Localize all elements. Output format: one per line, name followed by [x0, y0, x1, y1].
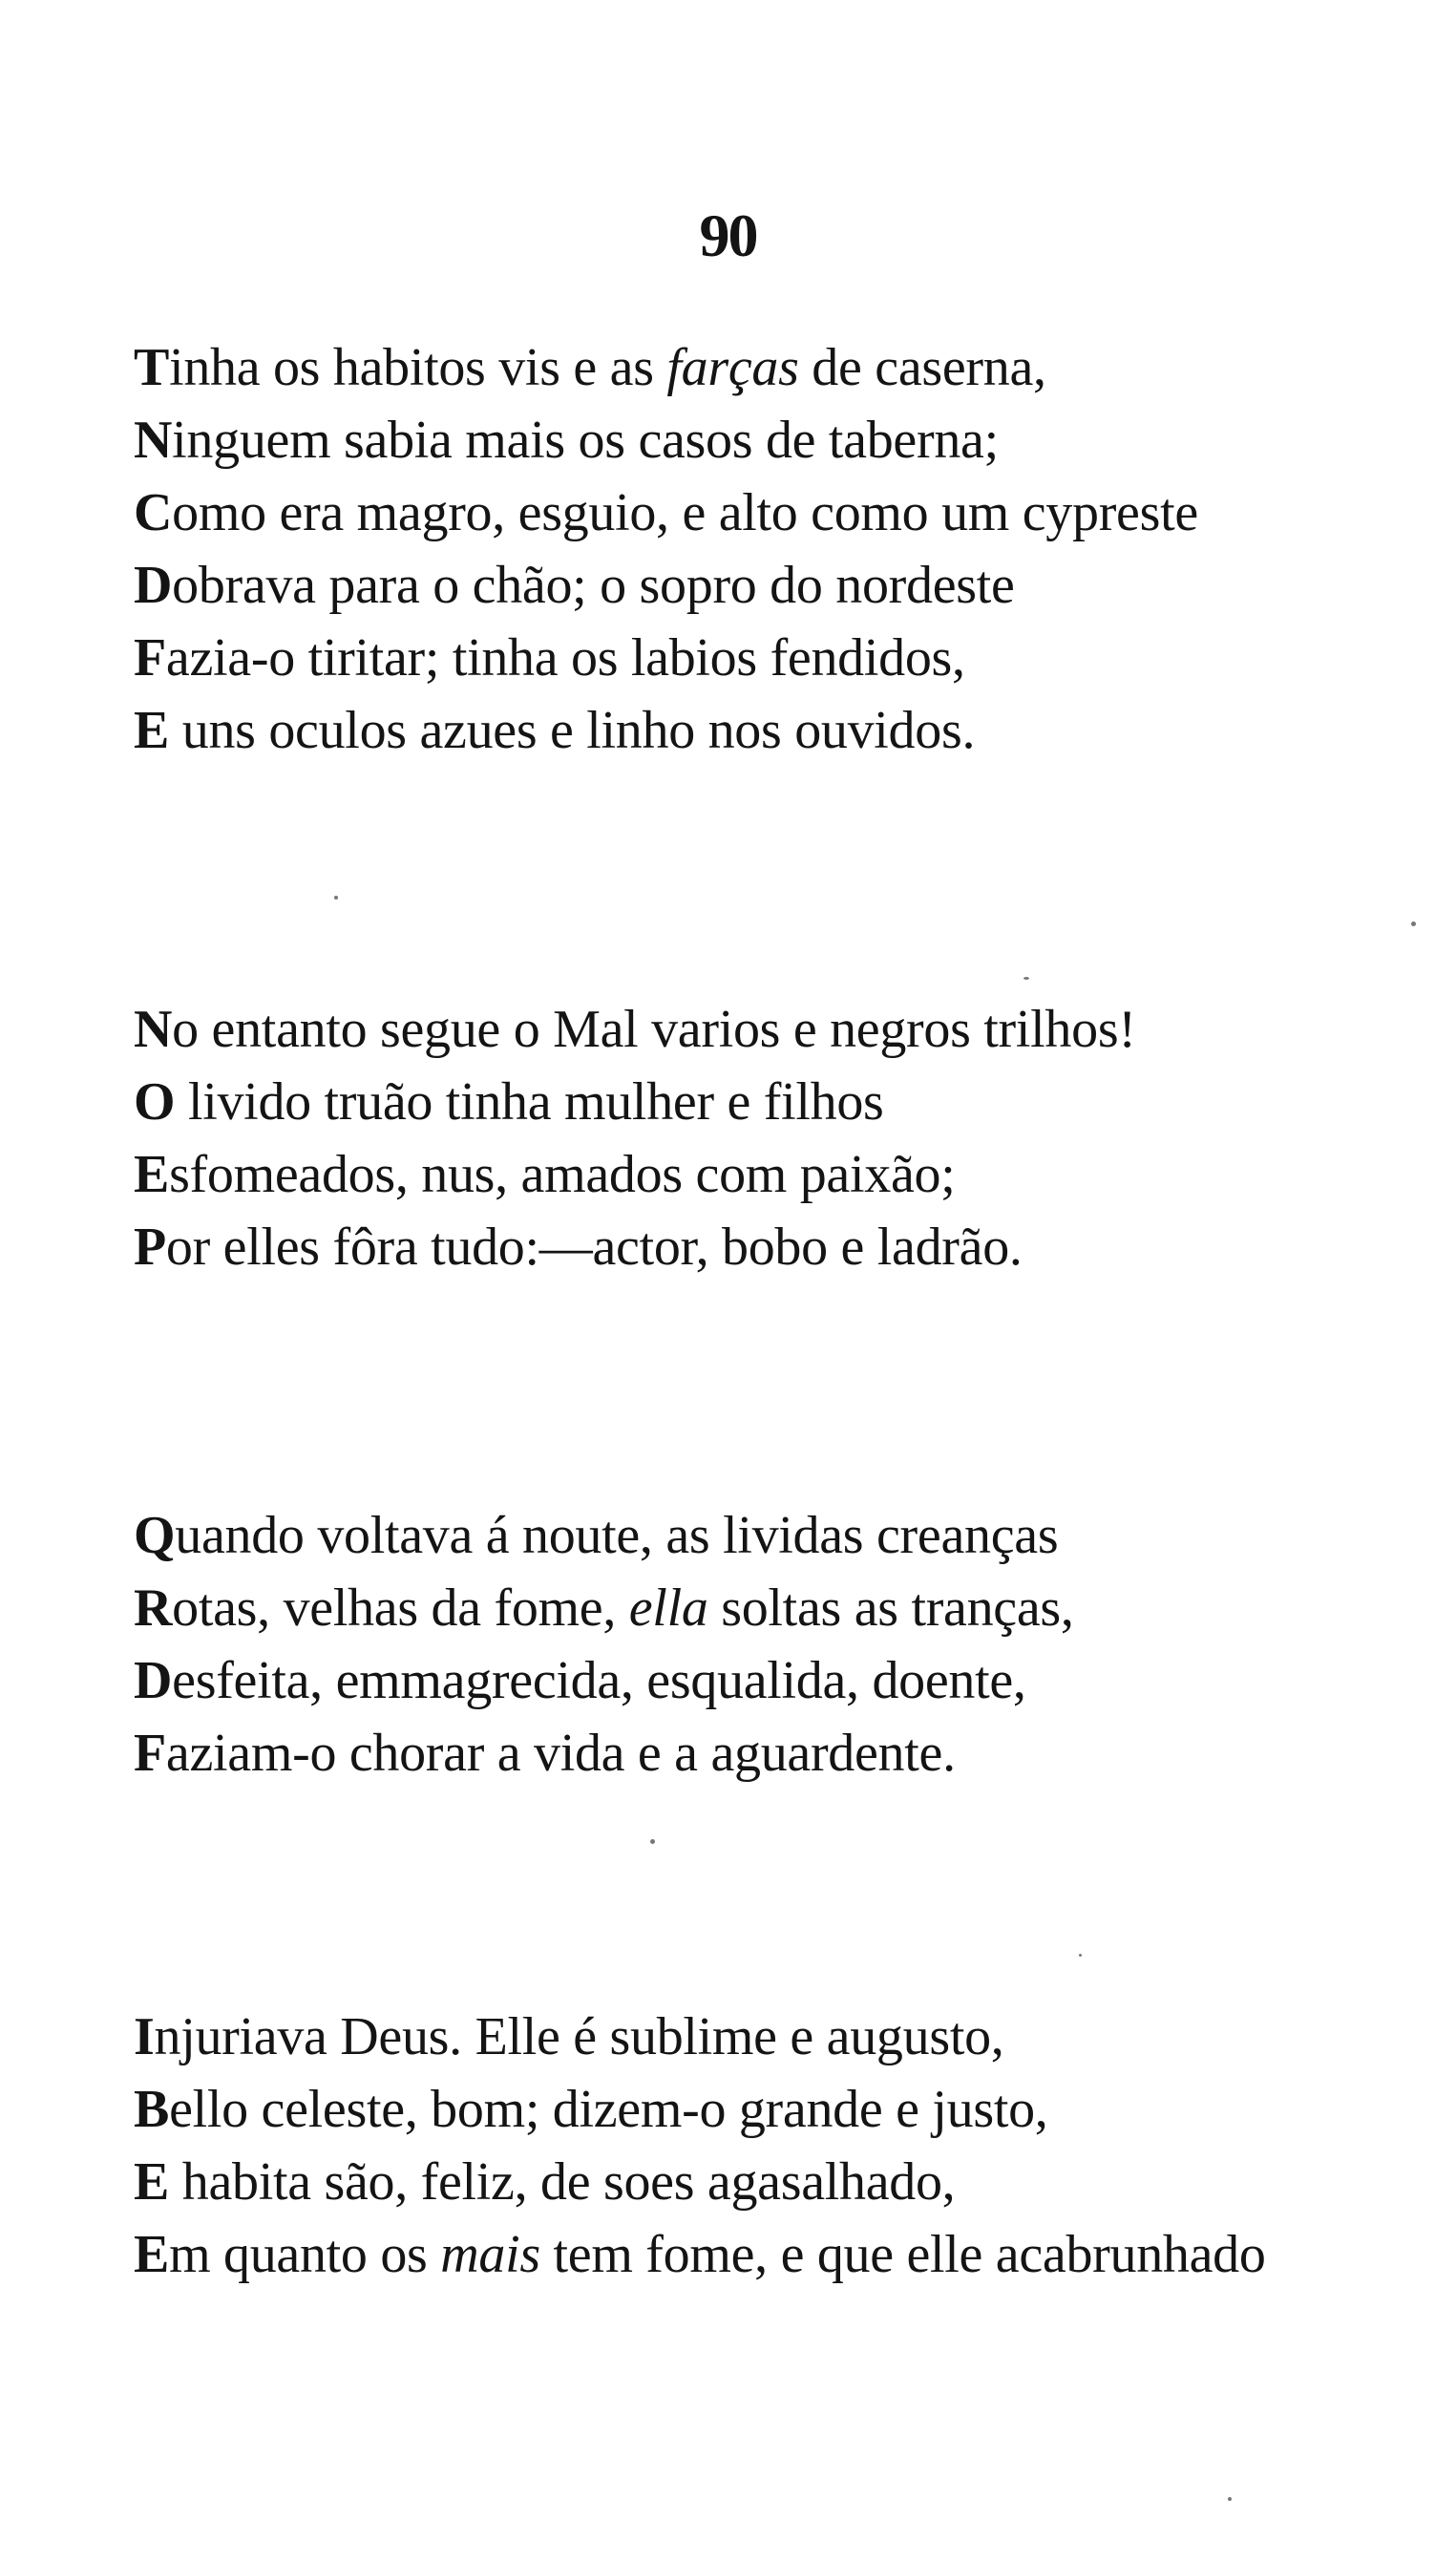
verse-initial: E — [134, 2152, 170, 2212]
verse-text: omo era magro, esguio, e alto como um cypreste — [172, 483, 1198, 542]
verse-initial: T — [134, 338, 170, 397]
verse-line — [134, 2073, 1403, 2146]
stanza-1 — [134, 331, 1403, 767]
verse-line — [134, 2001, 1403, 2073]
verse-text: uando voltava á noute, as lividas creanças — [175, 1506, 1059, 1565]
verse-text: aziam-o chorar a vida e a aguardente. — [165, 1724, 956, 1783]
verse-text: soltas as tranças, — [707, 1578, 1074, 1638]
print-speck — [1079, 1954, 1082, 1957]
verse-initial: N — [134, 411, 173, 470]
verse-text: njuriava Deus. Elle é sublime e augusto, — [154, 2007, 1004, 2066]
verse-italic-word: ella — [628, 1578, 708, 1638]
verse-line — [134, 1066, 1403, 1138]
verse-initial: N — [134, 1000, 173, 1059]
stanza-3 — [134, 1499, 1403, 1790]
verse-line — [134, 993, 1403, 1066]
verse-line — [134, 622, 1403, 694]
verse-initial: B — [134, 2080, 170, 2139]
verse-line — [134, 477, 1403, 549]
verse-line — [134, 1572, 1403, 1644]
verse-text: tem fome, e que elle acabrunhado — [539, 2225, 1266, 2284]
verse-initial: C — [134, 483, 173, 542]
verse-initial: F — [134, 628, 166, 688]
verse-text: inha os habitos vis e as — [169, 338, 667, 397]
verse-initial: E — [134, 2225, 170, 2284]
stanza-4 — [134, 2001, 1403, 2291]
verse-italic-word: farças — [666, 338, 799, 397]
verse-text: m quanto os — [169, 2225, 441, 2284]
page-number: 90 — [699, 201, 757, 269]
verse-line — [134, 1717, 1403, 1790]
stanza-2 — [134, 993, 1403, 1283]
verse-text: o entanto segue o Mal varios e negros trilhos! — [172, 1000, 1136, 1059]
verse-line — [134, 2146, 1403, 2218]
verse-initial: O — [134, 1072, 176, 1132]
verse-line — [134, 1499, 1403, 1572]
verse-initial: D — [134, 556, 173, 615]
verse-line — [134, 1211, 1403, 1283]
verse-text: habita são, feliz, de soes agasalhado, — [169, 2152, 956, 2212]
verse-text: azia-o tiritar; tinha os labios fendidos, — [165, 628, 965, 688]
verse-line — [134, 404, 1403, 477]
verse-italic-word: mais — [440, 2225, 540, 2284]
verse-line — [134, 2218, 1403, 2291]
verse-text: uns oculos azues e linho nos ouvidos. — [169, 701, 976, 760]
print-speck — [650, 1839, 655, 1844]
print-speck — [1023, 977, 1029, 980]
verse-text: de caserna, — [798, 338, 1046, 397]
verse-text: livido truão tinha mulher e filhos — [175, 1072, 884, 1132]
verse-text: ello celeste, bom; dizem-o grande e justo, — [169, 2080, 1048, 2139]
verse-line — [134, 331, 1403, 404]
verse-text: otas, velhas da fome, — [172, 1578, 629, 1638]
verse-text: sfomeados, nus, amados com paixão; — [169, 1145, 956, 1204]
verse-initial: E — [134, 1145, 170, 1204]
verse-text: esfeita, emmagrecida, esqualida, doente, — [172, 1651, 1026, 1710]
verse-initial: I — [134, 2007, 155, 2066]
print-speck — [334, 896, 338, 900]
verse-text: inguem sabia mais os casos de taberna; — [172, 411, 999, 470]
verse-initial: E — [134, 701, 170, 760]
verse-initial: Q — [134, 1506, 176, 1565]
verse-line — [134, 549, 1403, 622]
verse-line — [134, 694, 1403, 767]
print-speck — [1411, 921, 1416, 926]
verse-initial: D — [134, 1651, 173, 1710]
verse-initial: R — [134, 1578, 173, 1638]
verse-line — [134, 1138, 1403, 1211]
verse-text: obrava para o chão; o sopro do nordeste — [172, 556, 1015, 615]
verse-initial: P — [134, 1218, 166, 1277]
verse-initial: F — [134, 1724, 166, 1783]
verse-text: or elles fôra tudo:—actor, bobo e ladrão. — [165, 1218, 1023, 1277]
verse-line — [134, 1644, 1403, 1717]
print-speck — [1228, 2497, 1232, 2501]
